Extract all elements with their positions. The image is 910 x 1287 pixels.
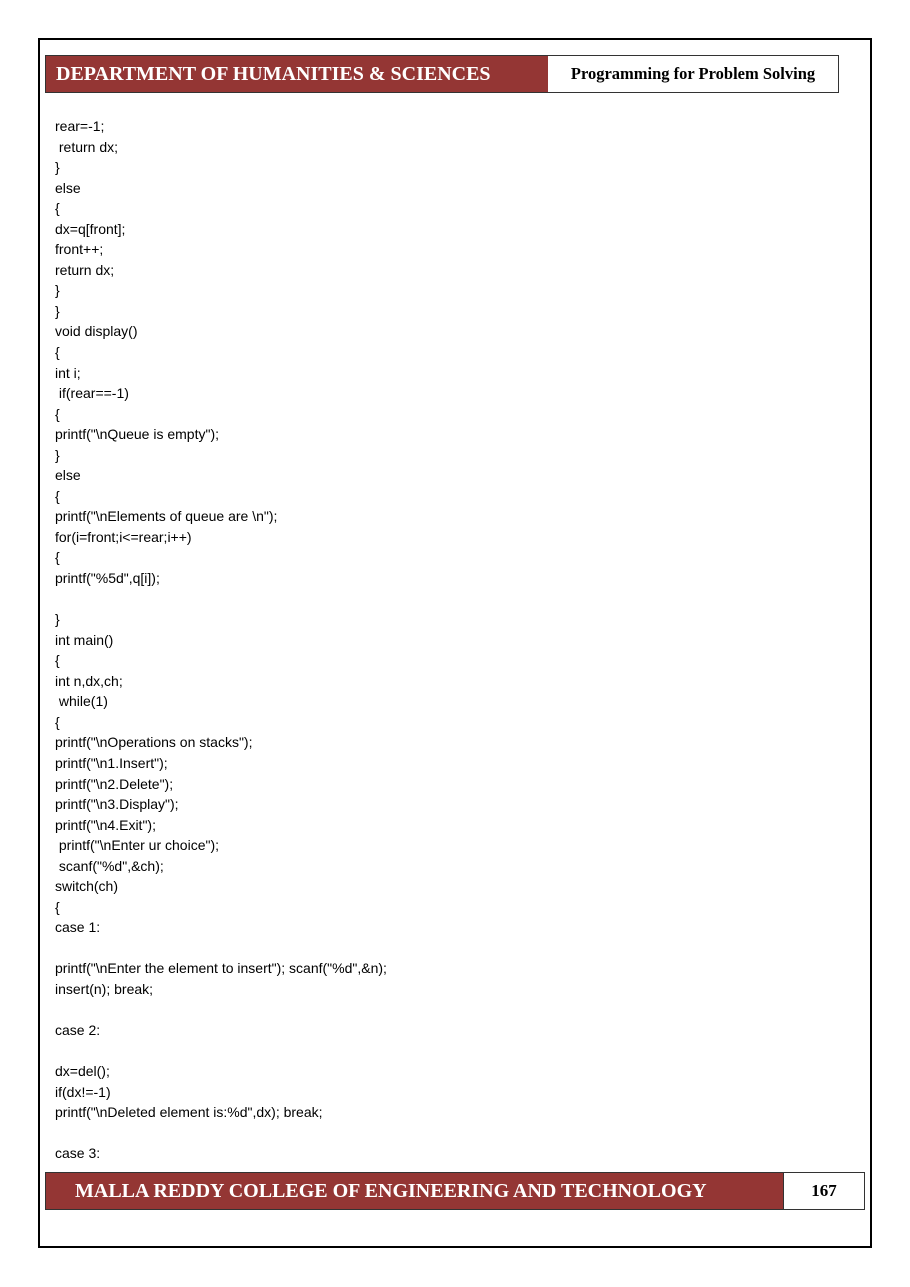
code-line: scanf("%d",&ch); [55, 857, 164, 874]
code-line: printf("\nQueue is empty"); [55, 426, 220, 443]
code-line: switch(ch) [55, 878, 119, 895]
code-line: int n,dx,ch; [55, 672, 123, 689]
code-line: { [55, 713, 60, 730]
code-line: printf("\nOperations on stacks"); [55, 734, 253, 751]
code-line: } [55, 611, 60, 628]
code-line [55, 1000, 387, 1021]
code-line: void display() [55, 323, 138, 340]
code-line: { [55, 487, 60, 504]
code-line: else [55, 179, 81, 196]
code-line [55, 1123, 387, 1144]
code-line: front++; [55, 241, 104, 258]
code-line: if(dx!=-1) [55, 1083, 111, 1100]
code-line: printf("\n3.Display"); [55, 796, 179, 813]
code-line: { [55, 652, 60, 669]
code-line: int main() [55, 631, 114, 648]
code-line: printf("%5d",q[i]); [55, 570, 160, 587]
code-line: for(i=front;i<=rear;i++) [55, 528, 192, 545]
code-line: case 2: [55, 1022, 101, 1039]
code-line: case 1: [55, 919, 101, 936]
code-line: { [55, 405, 60, 422]
code-line: printf("\nDeleted element is:%d",dx); break; [55, 1104, 323, 1121]
code-line: case 3: [55, 1145, 101, 1162]
code-line [55, 1041, 387, 1062]
code-line: { [55, 898, 60, 915]
code-line: } [55, 159, 60, 176]
page-number: 167 [783, 1173, 864, 1209]
code-line: if(rear==-1) [55, 385, 129, 402]
code-line: return dx; [55, 261, 115, 278]
college-name: MALLA REDDY COLLEGE OF ENGINEERING AND TECHNOLOGY [46, 1173, 783, 1209]
page-footer [45, 1172, 865, 1210]
code-listing [55, 116, 387, 1164]
code-line: printf("\n1.Insert"); [55, 754, 168, 771]
code-line: { [55, 200, 60, 217]
code-line: printf("\n4.Exit"); [55, 816, 156, 833]
code-line: } [55, 282, 60, 299]
code-line: dx=q[front]; [55, 220, 126, 237]
department-title: DEPARTMENT OF HUMANITIES & SCIENCES [46, 56, 548, 92]
code-line: { [55, 549, 60, 566]
code-line: dx=del(); [55, 1063, 110, 1080]
page-header [45, 55, 839, 93]
code-line: rear=-1; [55, 118, 105, 134]
code-line: printf("\nEnter the element to insert"); scanf("%d",&n); [55, 960, 387, 977]
code-line: { [55, 344, 60, 361]
code-line: } [55, 446, 60, 463]
code-line: return dx; [55, 138, 119, 155]
code-line: printf("\nElements of queue are \n"); [55, 508, 278, 525]
code-line [55, 589, 387, 610]
code-line: int i; [55, 364, 81, 381]
code-line: printf("\nEnter ur choice"); [55, 837, 220, 854]
code-line: while(1) [55, 693, 108, 710]
subject-title: Programming for Problem Solving [548, 56, 838, 92]
code-line: insert(n); break; [55, 980, 154, 997]
code-line: } [55, 302, 60, 319]
code-line: printf("\n2.Delete"); [55, 775, 174, 792]
code-line [55, 938, 387, 959]
code-line: else [55, 467, 81, 484]
